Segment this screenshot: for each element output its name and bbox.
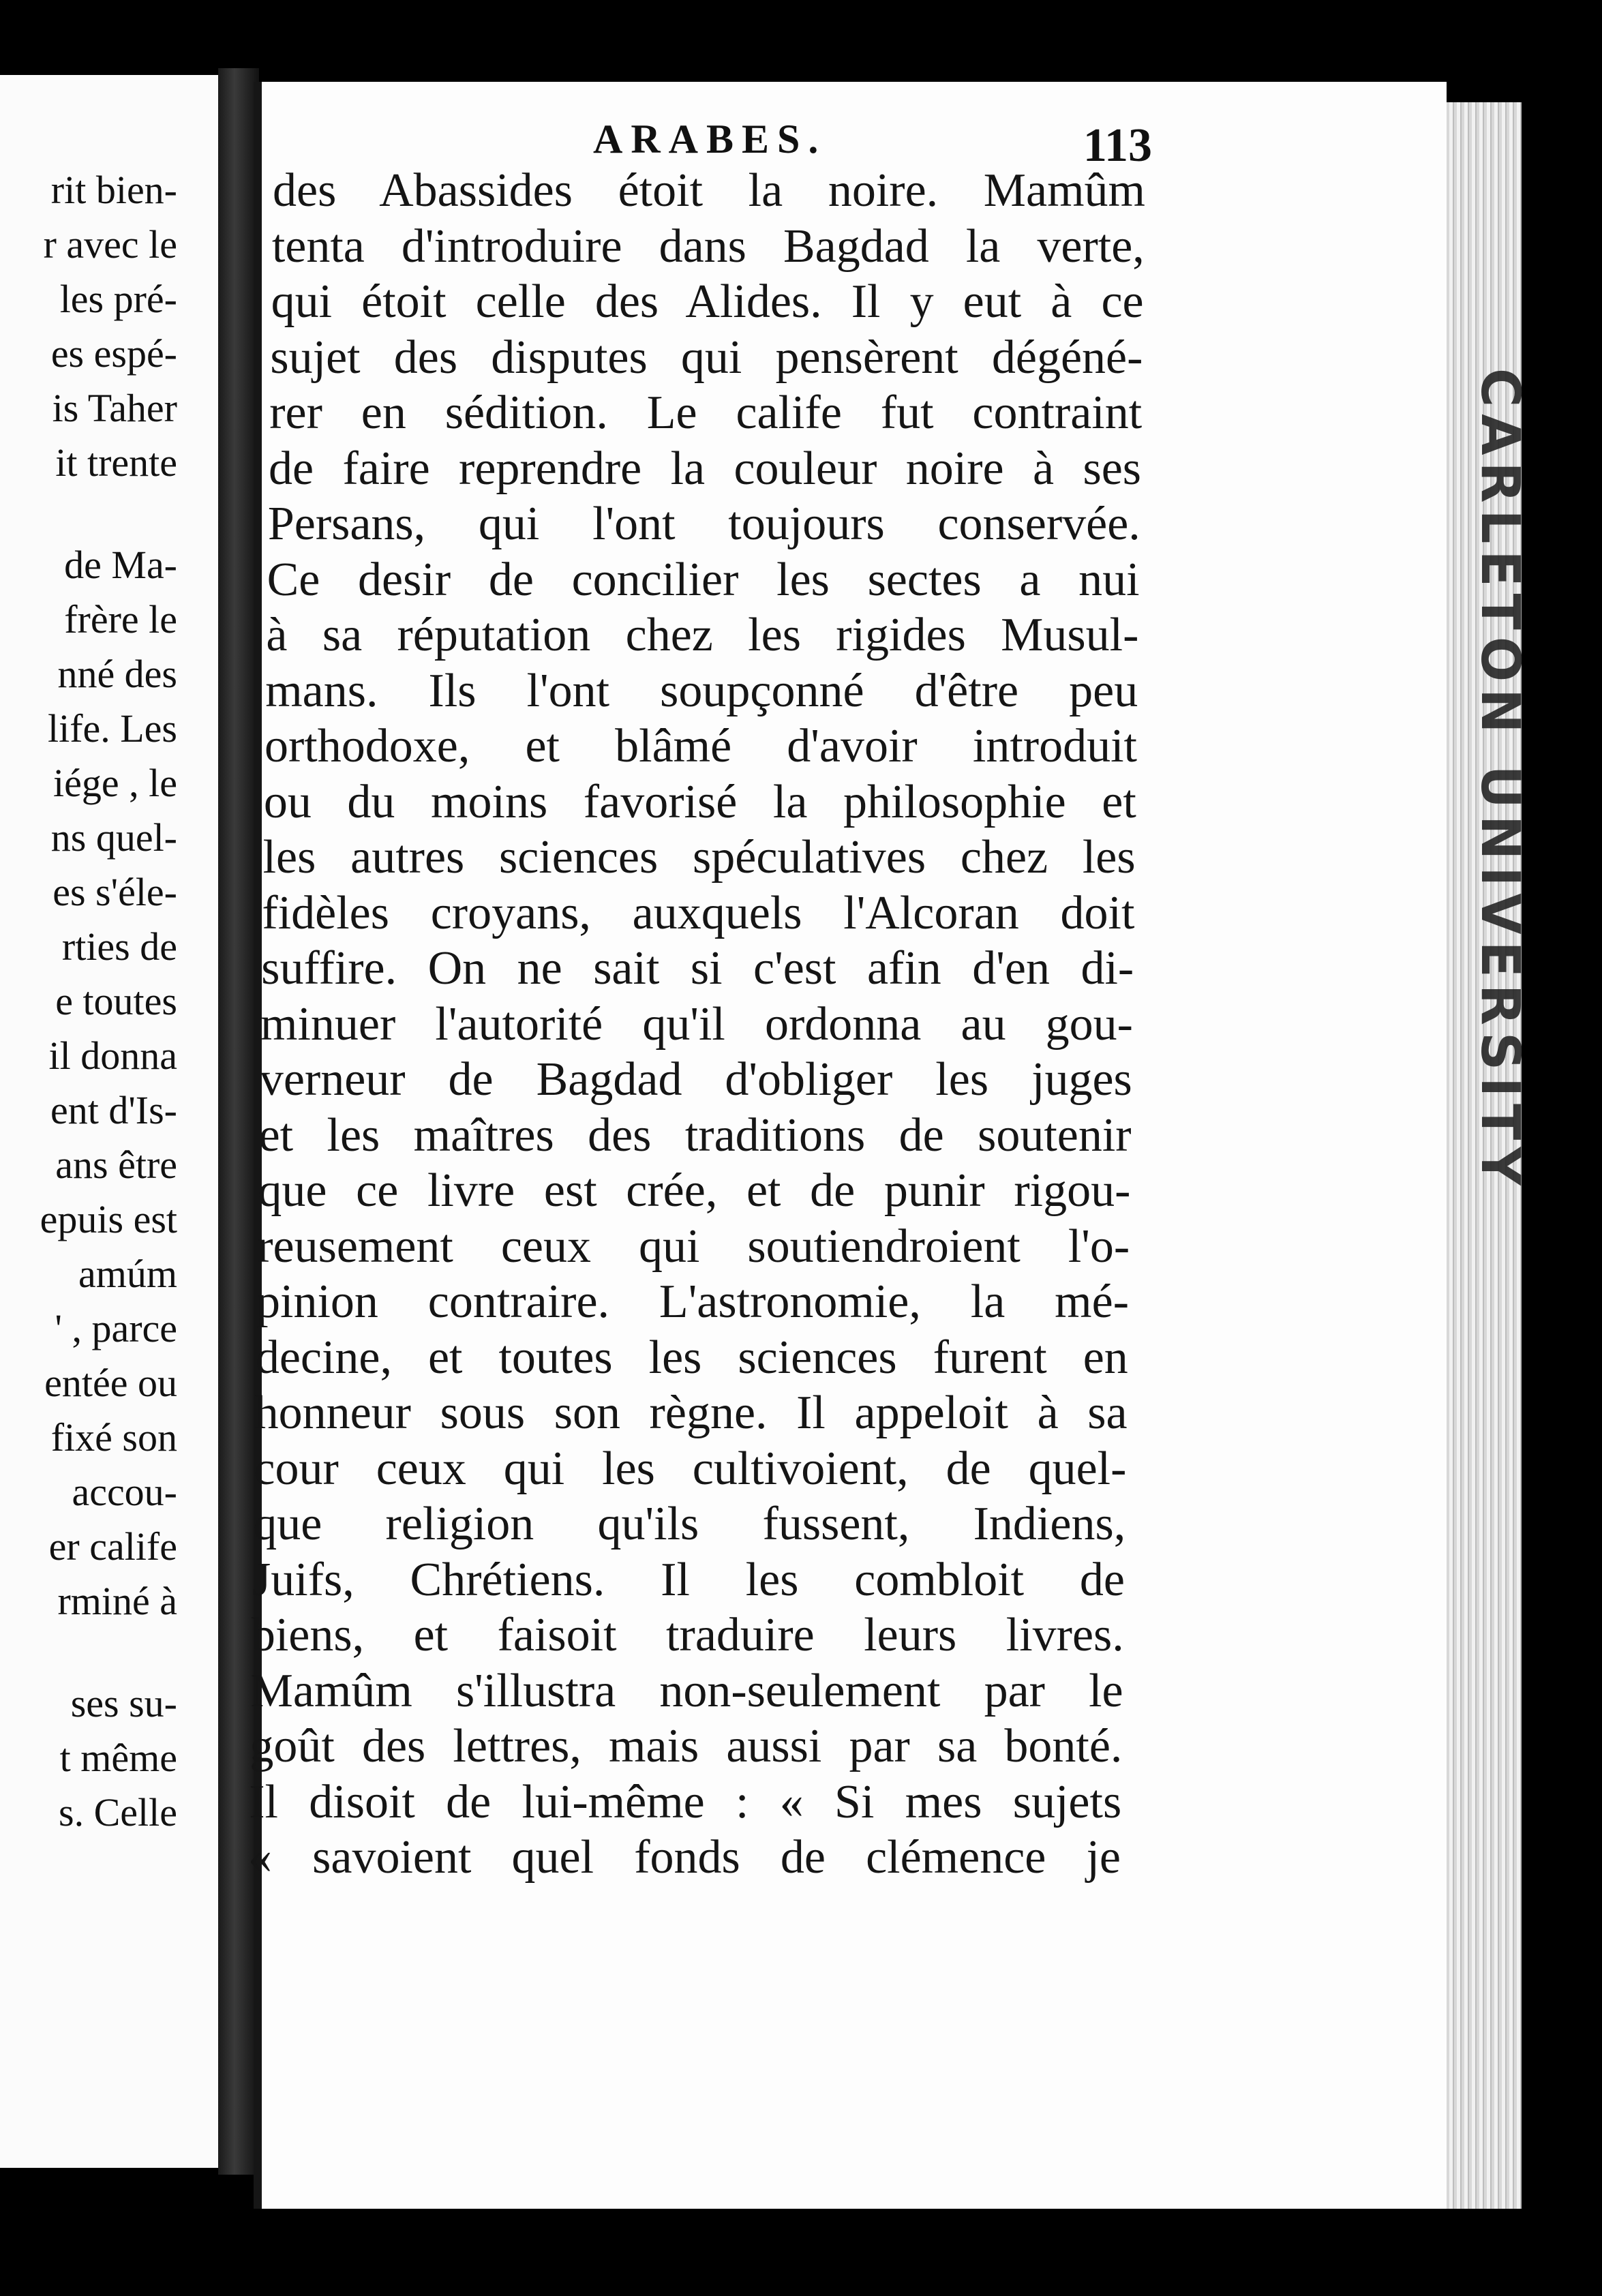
left-page-line: nné des [57, 652, 177, 696]
left-page-line: t même [59, 1736, 177, 1780]
text-line: ou du moins favorisé la philosophie et [263, 775, 1136, 828]
text-line: sujet des disputes qui pensèrent dégéné- [270, 331, 1143, 384]
text-line: cour ceux qui les cultivoient, de quel- [254, 1442, 1127, 1495]
text-line: biens, et faisoit traduire leurs livres. [251, 1609, 1124, 1661]
left-page-line: rminé à [57, 1579, 177, 1623]
left-page-line: ans être [55, 1143, 177, 1187]
left-page-line: is Taher [52, 386, 177, 430]
left-page-line: er calife [48, 1524, 177, 1569]
running-head: ARABES. [593, 117, 827, 162]
text-line: fidèles croyans, auxquels l'Alcoran doit [262, 886, 1135, 939]
spine-label [1469, 368, 1537, 1527]
left-page-line: amúm [78, 1252, 177, 1296]
left-page-line: life. Les [47, 706, 177, 751]
text-line: Persans, qui l'ont toujours conservée. [267, 498, 1140, 550]
text-line: orthodoxe, et blâmé d'avoir introduit [265, 720, 1137, 772]
text-line: Il disoit de lui-même : « Si mes sujets [249, 1775, 1122, 1828]
text-line: verneur de Bagdad d'obliger les juges [259, 1053, 1132, 1106]
left-page-line: es s'éle- [52, 870, 177, 914]
left-page-line: ns quel- [50, 815, 177, 860]
left-page-line: s. Celle [59, 1790, 177, 1834]
scan-border [0, 2209, 1602, 2296]
left-page-line: r avec le [43, 222, 177, 267]
text-line: suffire. On ne sait si c'est afin d'en di- [261, 942, 1134, 995]
page-header [300, 116, 1152, 170]
left-page-line: il donna [48, 1033, 177, 1078]
left-page-line: ' , parce [55, 1306, 177, 1350]
text-line: à sa réputation chez les rigides Musul- [266, 609, 1139, 661]
left-page-line: epuis est [40, 1197, 177, 1241]
text-line: minuer l'autorité qu'il ordonna au gou- [260, 997, 1133, 1051]
text-line: mans. Ils l'ont soupçonné d'être peu [265, 664, 1138, 717]
text-line: Mamûm s'illustra non-seulement par le [250, 1664, 1123, 1717]
left-page-line: fixé son [50, 1415, 177, 1460]
left-page-line: ent d'Is- [50, 1088, 177, 1132]
text-line: tenta d'introduire dans Bagdad la verte, [271, 220, 1145, 273]
left-page-line: de Ma- [64, 543, 177, 587]
text-line: Juifs, Chrétiens. Il les combloit de [252, 1553, 1125, 1606]
left-page-line: iége , le [53, 761, 177, 805]
text-line: qui étoit celle des Alides. Il y eut à ce [271, 275, 1144, 328]
text-line: et les maîtres des traditions de soutenir [258, 1108, 1132, 1162]
left-page-line: entée ou [44, 1361, 177, 1405]
text-line: rer en sédition. Le calife fut contraint [269, 387, 1143, 439]
text-line: pinion contraire. L'astronomie, la mé- [256, 1275, 1129, 1328]
left-page-line: les pré- [59, 277, 177, 321]
page-number: 113 [1083, 119, 1152, 172]
left-page-line: it trente [55, 440, 177, 485]
spine-text: CARLETON UNIVERSITY [1469, 368, 1530, 1192]
text-line: reusement ceux qui soutiendroient l'o- [257, 1220, 1130, 1273]
text-line: decine, et toutes les sciences furent en [255, 1331, 1128, 1384]
left-page-line: rties de [61, 924, 177, 969]
left-page-line: es espé- [50, 331, 177, 376]
text-line: que religion qu'ils fussent, Indiens, [253, 1498, 1126, 1550]
text-line: Ce desir de concilier les sectes a nui [267, 553, 1140, 606]
left-page-line: rit bien- [50, 168, 177, 212]
text-line: honneur sous son règne. Il appeloit à sa [254, 1387, 1128, 1439]
text-line: que ce livre est crée, et de punir rigou- [258, 1164, 1131, 1217]
left-page-line: accou- [72, 1470, 177, 1514]
text-line: de faire reprendre la couleur noire à ses [269, 442, 1141, 495]
left-page [0, 75, 222, 2168]
left-page-line: ses su- [70, 1681, 177, 1725]
text-line: « savoient quel fonds de clémence je [248, 1831, 1121, 1884]
left-page-line: e toutes [55, 979, 177, 1023]
text-line: les autres sciences spéculatives chez les [262, 831, 1136, 883]
text-line: goût des lettres, mais aussi par sa bonté. [250, 1720, 1123, 1772]
text-line: des Abassides étoit la noire. Mamûm [273, 164, 1145, 217]
left-page-line: frère le [64, 597, 177, 641]
